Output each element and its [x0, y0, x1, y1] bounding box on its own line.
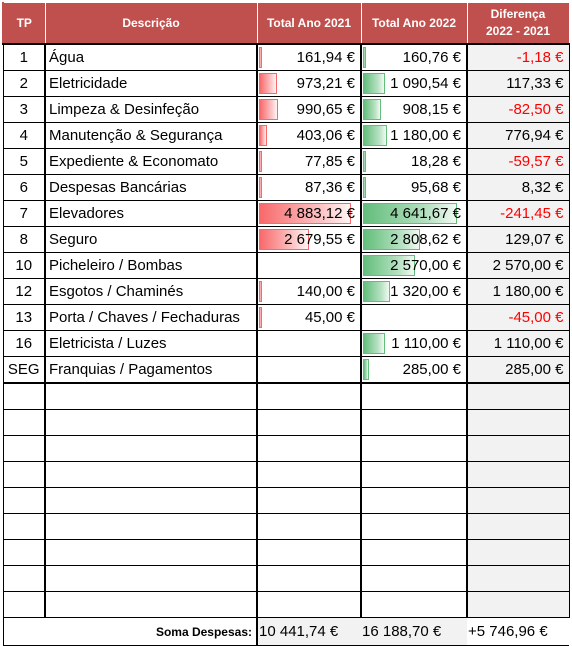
cell-total-2021-value: 140,00 €: [296, 283, 355, 300]
cell-total-2022[interactable]: [361, 357, 467, 384]
cell-tp-value: 16: [15, 335, 33, 352]
databar-2022: [363, 99, 381, 120]
cell-descricao[interactable]: [45, 305, 257, 331]
cell-total-2022[interactable]: [361, 540, 467, 566]
cell-descricao-value: Franquias / Pagamentos: [49, 361, 213, 378]
cell-tp[interactable]: [3, 488, 45, 514]
cell-total-2022[interactable]: [361, 44, 467, 71]
cell-total-2022-value: 1 180,00 €: [390, 127, 461, 144]
cell-total-2021[interactable]: [257, 123, 361, 149]
cell-total-2022[interactable]: [361, 305, 467, 331]
table-row: [3, 566, 569, 592]
cell-total-2022[interactable]: [361, 97, 467, 123]
cell-total-2021[interactable]: [257, 331, 361, 357]
cell-total-2022[interactable]: [361, 175, 467, 201]
cell-tp-value: 6: [19, 179, 28, 196]
cell-total-2021[interactable]: [257, 462, 361, 488]
databar-2021: [259, 99, 278, 120]
cell-tp[interactable]: [3, 436, 45, 462]
databar-2022: [363, 125, 387, 146]
table-row: [3, 227, 569, 253]
cell-tp[interactable]: [3, 149, 45, 175]
cell-diferenca[interactable]: [467, 123, 569, 149]
databar-2022: [363, 73, 385, 94]
cell-descricao[interactable]: [45, 253, 257, 279]
cell-tp[interactable]: [3, 540, 45, 566]
cell-total-2022[interactable]: [361, 436, 467, 462]
cell-total-2022-value: 1 090,54 €: [390, 75, 461, 92]
cell-descricao-value: Elevadores: [49, 205, 125, 222]
cell-diferenca-value: -45,00 €: [508, 309, 564, 326]
cell-total-2021[interactable]: [257, 71, 361, 97]
cell-diferenca[interactable]: [467, 488, 569, 514]
cell-descricao[interactable]: [45, 71, 257, 97]
cell-diferenca[interactable]: [467, 201, 569, 227]
cell-tp[interactable]: [3, 514, 45, 540]
databar-2021: [259, 177, 262, 198]
cell-total-2021[interactable]: [257, 201, 361, 227]
databar-2021: [259, 125, 267, 146]
table-row: [3, 488, 569, 514]
cell-total-2021[interactable]: [257, 149, 361, 175]
cell-total-2021[interactable]: [257, 253, 361, 279]
databar-2022: [363, 151, 366, 172]
cell-total-2021[interactable]: [257, 357, 361, 384]
cell-diferenca[interactable]: [467, 514, 569, 540]
cell-descricao[interactable]: [45, 410, 257, 436]
table-row: [3, 201, 569, 227]
cell-tp[interactable]: [3, 175, 45, 201]
table-row: [3, 279, 569, 305]
cell-descricao[interactable]: [45, 149, 257, 175]
cell-descricao-value: Picheleiro / Bombas: [49, 257, 183, 274]
cell-tp-value: 1: [19, 49, 28, 66]
header-diferenca-line2: 2022 - 2021: [485, 24, 551, 38]
header-diferenca[interactable]: [467, 3, 569, 45]
cell-tp[interactable]: [3, 462, 45, 488]
table-body: [3, 44, 569, 618]
cell-total-2021[interactable]: [257, 383, 361, 410]
cell-total-2022[interactable]: [361, 227, 467, 253]
cell-tp-value: 5: [19, 153, 28, 170]
cell-total-2022[interactable]: [361, 149, 467, 175]
cell-descricao-value: Seguro: [49, 231, 98, 248]
table-row: [3, 592, 569, 618]
cell-total-2022-value: 908,15 €: [402, 101, 461, 118]
cell-descricao[interactable]: [45, 566, 257, 592]
cell-descricao[interactable]: [45, 383, 257, 410]
table-row: [3, 462, 569, 488]
totals-2022[interactable]: 16 188,70 €: [361, 618, 467, 646]
header-total-2022[interactable]: Total Ano 2022: [361, 3, 467, 45]
databar-2021: [259, 281, 262, 302]
cell-descricao[interactable]: [45, 97, 257, 123]
databar-2021: [259, 307, 262, 328]
cell-total-2022-value: 1 110,00 €: [391, 335, 461, 352]
cell-descricao[interactable]: [45, 44, 257, 71]
cell-tp[interactable]: [3, 227, 45, 253]
cell-descricao-value: Expediente & Economato: [49, 153, 219, 170]
cell-total-2022[interactable]: [361, 383, 467, 410]
cell-total-2022[interactable]: [361, 123, 467, 149]
cell-descricao-value: Esgotos / Chaminés: [49, 283, 184, 300]
cell-diferenca[interactable]: [467, 410, 569, 436]
cell-diferenca-value: -241,45 €: [500, 205, 564, 222]
cell-total-2022[interactable]: [361, 514, 467, 540]
cell-total-2022[interactable]: [361, 201, 467, 227]
totals-2021[interactable]: 10 441,74 €: [257, 618, 361, 646]
cell-diferenca[interactable]: [467, 227, 569, 253]
cell-total-2021-value: 4 883,12 €: [284, 205, 355, 222]
cell-total-2022[interactable]: [361, 331, 467, 357]
cell-tp[interactable]: [3, 279, 45, 305]
cell-tp[interactable]: [3, 357, 45, 384]
cell-descricao-value: Despesas Bancárias: [49, 179, 187, 196]
cell-descricao-value: Eletricidade: [49, 75, 128, 92]
table-row: [3, 71, 569, 97]
cell-diferenca[interactable]: [467, 566, 569, 592]
cell-total-2022-value: 2 570,00 €: [390, 257, 461, 274]
header-tp[interactable]: TP: [3, 3, 45, 45]
cell-tp[interactable]: [3, 44, 45, 71]
cell-descricao[interactable]: [45, 514, 257, 540]
cell-total-2022-value: 160,76 €: [402, 49, 461, 66]
cell-total-2021[interactable]: [257, 592, 361, 618]
cell-diferenca-value: 129,07 €: [505, 231, 564, 248]
cell-diferenca-value: 1 180,00 €: [492, 283, 564, 300]
cell-tp[interactable]: [3, 331, 45, 357]
databar-2022: [363, 177, 366, 198]
cell-diferenca[interactable]: [467, 331, 569, 357]
cell-descricao[interactable]: [45, 279, 257, 305]
cell-tp[interactable]: [3, 410, 45, 436]
cell-total-2021[interactable]: [257, 44, 361, 71]
cell-total-2021[interactable]: [257, 305, 361, 331]
cell-tp-value: SEG: [7, 361, 40, 378]
cell-tp[interactable]: [3, 592, 45, 618]
cell-tp[interactable]: [3, 71, 45, 97]
cell-total-2021[interactable]: [257, 488, 361, 514]
cell-total-2022-value: 2 808,62 €: [390, 231, 461, 248]
cell-total-2022[interactable]: [361, 462, 467, 488]
cell-diferenca[interactable]: [467, 357, 569, 384]
cell-total-2021-value: 403,06 €: [296, 127, 355, 144]
cell-diferenca-value: -82,50 €: [508, 101, 564, 118]
cell-descricao[interactable]: [45, 488, 257, 514]
cell-diferenca-value: 776,94 €: [505, 127, 564, 144]
databar-2021: [259, 73, 277, 94]
cell-descricao[interactable]: [45, 592, 257, 618]
cell-total-2021[interactable]: [257, 436, 361, 462]
cell-total-2021-value: 45,00 €: [304, 309, 355, 326]
cell-descricao[interactable]: [45, 123, 257, 149]
cell-descricao[interactable]: [45, 175, 257, 201]
cell-diferenca-value: 2 570,00 €: [492, 257, 564, 274]
cell-diferenca[interactable]: [467, 279, 569, 305]
cell-diferenca[interactable]: [467, 436, 569, 462]
cell-tp-value: 12: [15, 283, 33, 300]
cell-diferenca[interactable]: [467, 383, 569, 410]
databar-2021: [259, 151, 262, 172]
cell-tp-value: 8: [19, 231, 28, 248]
cell-total-2021-value: 161,94 €: [296, 49, 355, 66]
cell-tp[interactable]: [3, 383, 45, 410]
cell-diferenca-value: 117,33 €: [506, 75, 564, 92]
cell-descricao[interactable]: [45, 462, 257, 488]
cell-total-2022[interactable]: [361, 253, 467, 279]
cell-diferenca[interactable]: [467, 44, 569, 71]
cell-total-2021[interactable]: [257, 566, 361, 592]
cell-total-2021[interactable]: [257, 279, 361, 305]
cell-descricao[interactable]: [45, 357, 257, 384]
table-row: [3, 331, 569, 357]
header-descricao[interactable]: Descrição: [45, 3, 257, 45]
table-row: [3, 175, 569, 201]
table-row: [3, 383, 569, 410]
cell-descricao-value: Limpeza & Desinfeção: [49, 101, 200, 118]
cell-tp-value: 3: [19, 101, 28, 118]
cell-tp[interactable]: [3, 566, 45, 592]
cell-diferenca-value: -59,57 €: [508, 153, 564, 170]
cell-total-2022-value: 1 320,00 €: [390, 283, 461, 300]
databar-2022: [363, 359, 369, 380]
cell-diferenca-value: 1 110,00 €: [493, 335, 564, 352]
table-row: [3, 357, 569, 384]
cell-tp[interactable]: [3, 97, 45, 123]
cell-descricao-value: Porta / Chaves / Fechaduras: [49, 309, 240, 326]
cell-diferenca[interactable]: [467, 175, 569, 201]
cell-tp-value: 2: [19, 75, 28, 92]
cell-descricao-value: Eletricista / Luzes: [49, 335, 167, 352]
cell-diferenca[interactable]: [467, 97, 569, 123]
cell-descricao[interactable]: [45, 201, 257, 227]
cell-total-2022[interactable]: [361, 592, 467, 618]
databar-2022: [363, 333, 385, 354]
table-row: [3, 44, 569, 71]
header-total-2021[interactable]: Total Ano 2021: [257, 3, 361, 45]
totals-diferenca[interactable]: +5 746,96 €: [467, 618, 569, 646]
cell-diferenca-value: -1,18 €: [516, 49, 564, 66]
table-row: [3, 410, 569, 436]
cell-diferenca[interactable]: [467, 592, 569, 618]
cell-tp[interactable]: [3, 305, 45, 331]
cell-diferenca-value: 8,32 €: [521, 179, 564, 196]
cell-total-2022[interactable]: [361, 488, 467, 514]
cell-tp-value: 4: [19, 127, 28, 144]
table-row: [3, 123, 569, 149]
cell-total-2021-value: 77,85 €: [304, 153, 355, 170]
table-row: [3, 540, 569, 566]
cell-total-2022[interactable]: [361, 410, 467, 436]
cell-total-2022-value: 18,28 €: [410, 153, 461, 170]
databar-2022: [363, 281, 390, 302]
cell-total-2022[interactable]: [361, 566, 467, 592]
cell-total-2021[interactable]: [257, 227, 361, 253]
cell-descricao-value: Manutenção & Segurança: [49, 127, 223, 144]
cell-diferenca[interactable]: [467, 253, 569, 279]
cell-total-2021-value: 87,36 €: [304, 179, 355, 196]
cell-diferenca-value: 285,00 €: [505, 361, 564, 378]
cell-total-2022-value: 4 641,67 €: [390, 205, 461, 222]
table-row: [3, 149, 569, 175]
databar-2022: [363, 47, 366, 68]
header-diferenca-line1: Diferença: [490, 7, 546, 21]
cell-total-2022[interactable]: [361, 279, 467, 305]
cell-tp[interactable]: [3, 253, 45, 279]
cell-diferenca[interactable]: [467, 71, 569, 97]
cell-total-2021-value: 2 679,55 €: [284, 231, 355, 248]
table-row: [3, 514, 569, 540]
cell-total-2021-value: 990,65 €: [296, 101, 355, 118]
cell-diferenca[interactable]: [467, 540, 569, 566]
cell-diferenca[interactable]: [467, 305, 569, 331]
cell-descricao[interactable]: [45, 331, 257, 357]
table-row: [3, 305, 569, 331]
cell-descricao[interactable]: [45, 540, 257, 566]
cell-total-2021-value: 973,21 €: [296, 75, 355, 92]
table-header: [3, 3, 569, 45]
cell-diferenca[interactable]: [467, 462, 569, 488]
table-row: [3, 436, 569, 462]
cell-descricao[interactable]: [45, 227, 257, 253]
cell-tp[interactable]: [3, 123, 45, 149]
cell-tp[interactable]: [3, 201, 45, 227]
expenses-table: [2, 2, 570, 646]
cell-tp-value: 10: [15, 257, 33, 274]
cell-total-2022-value: 285,00 €: [402, 361, 461, 378]
cell-descricao-value: Água: [49, 49, 85, 66]
table-row: [3, 253, 569, 279]
cell-total-2021[interactable]: [257, 540, 361, 566]
cell-total-2021[interactable]: [257, 97, 361, 123]
cell-tp-value: 7: [19, 205, 28, 222]
databar-2021: [259, 47, 262, 68]
cell-total-2021[interactable]: [257, 175, 361, 201]
totals-row: [3, 618, 569, 646]
totals-label[interactable]: Soma Despesas:: [3, 618, 257, 646]
table-row: [3, 97, 569, 123]
cell-descricao[interactable]: [45, 436, 257, 462]
cell-total-2021[interactable]: [257, 514, 361, 540]
cell-diferenca[interactable]: [467, 149, 569, 175]
cell-total-2021[interactable]: [257, 410, 361, 436]
cell-total-2022[interactable]: [361, 71, 467, 97]
cell-total-2022-value: 95,68 €: [410, 179, 461, 196]
cell-tp-value: 13: [15, 309, 33, 326]
